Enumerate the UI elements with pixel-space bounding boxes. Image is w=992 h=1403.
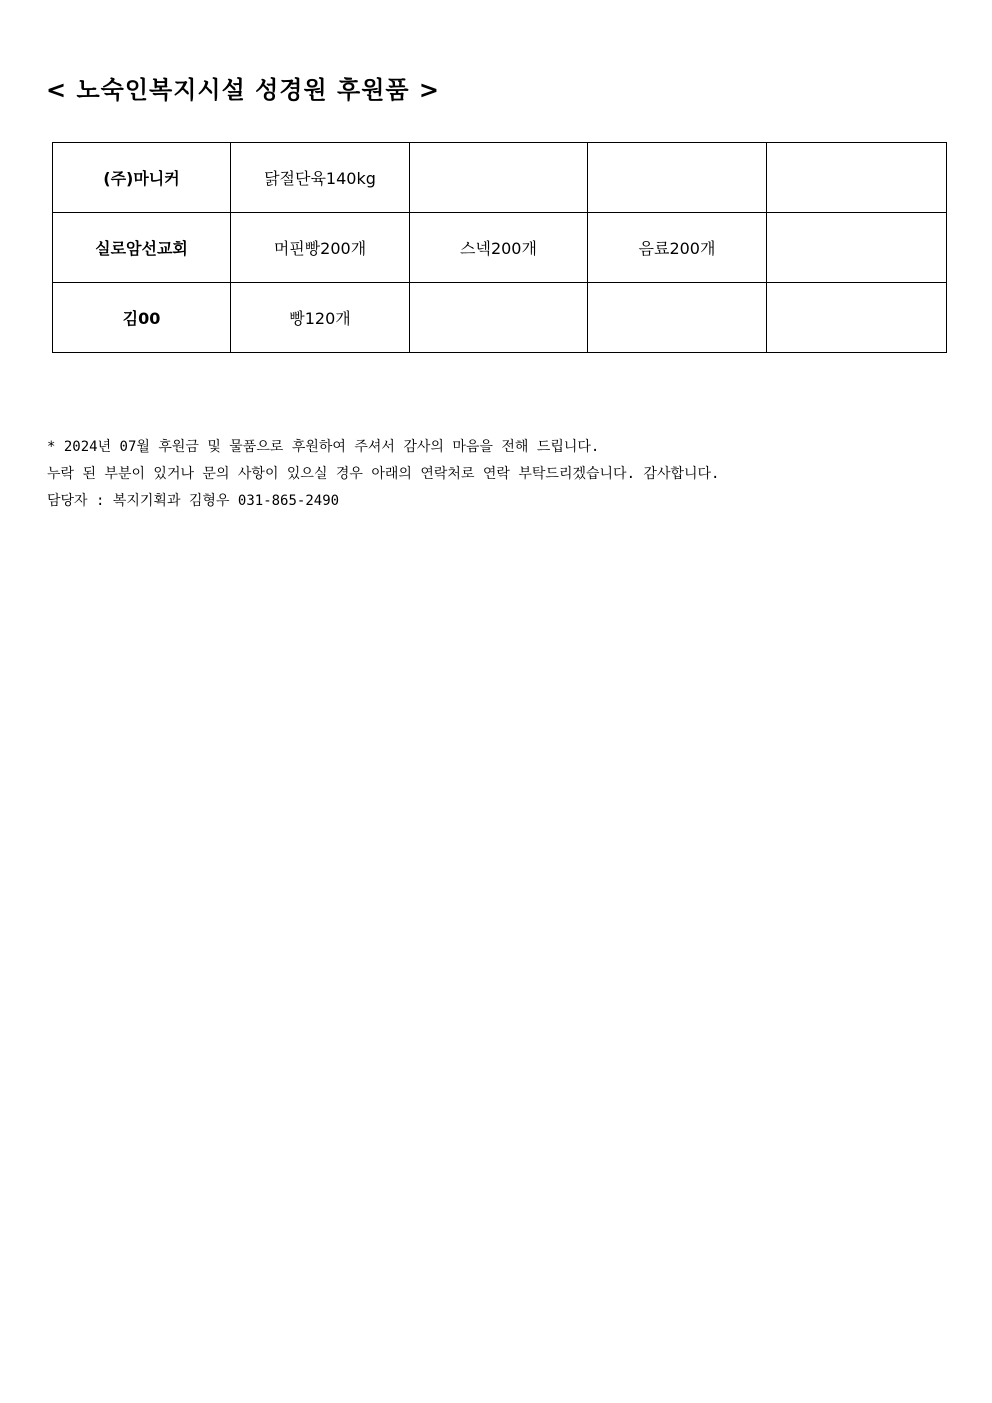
item-cell	[588, 283, 767, 353]
contact-info: 담당자 : 복지기획과 김형우 031-865-2490	[47, 493, 340, 509]
item-cell	[410, 143, 588, 213]
item-cell: 빵120개	[231, 283, 410, 353]
item-cell: 닭절단육140kg	[231, 143, 410, 213]
document-title: < 노숙인복지시설 성경원 후원품 >	[46, 76, 441, 104]
table-row	[53, 213, 947, 283]
table-row	[53, 283, 947, 353]
donor-cell: 김00	[53, 283, 231, 353]
thank-you-note: * 2024년 07월 후원금 및 물품으로 후원하여 주셔서 감사의 마음을 전해 드립니다.	[47, 439, 600, 455]
donations-table	[52, 142, 947, 353]
item-cell	[767, 283, 947, 353]
table-row	[53, 143, 947, 213]
item-cell	[767, 213, 947, 283]
donor-cell: 실로암선교회	[53, 213, 231, 283]
item-cell	[410, 283, 588, 353]
item-cell	[767, 143, 947, 213]
item-cell	[588, 143, 767, 213]
notes-section	[47, 434, 719, 515]
omission-note: 누락 된 부분이 있거나 문의 사항이 있으실 경우 아래의 연락처로 연락 부탁드리겠습니다. 감사합니다.	[47, 466, 720, 482]
donor-cell: (주)마니커	[53, 143, 231, 213]
item-cell: 음료200개	[588, 213, 767, 283]
item-cell: 머핀빵200개	[231, 213, 410, 283]
item-cell: 스넥200개	[410, 213, 588, 283]
